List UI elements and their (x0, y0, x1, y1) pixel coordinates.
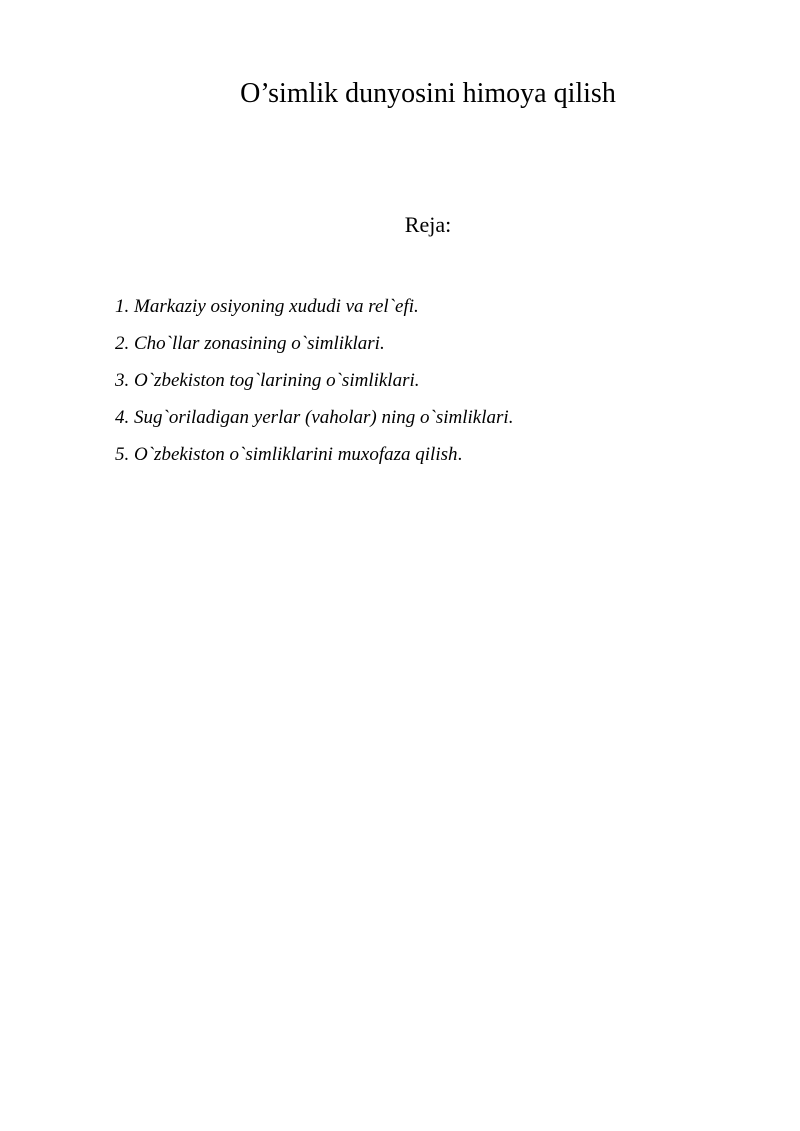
page-title: O’simlik dunyosini himoya qilish (240, 78, 616, 109)
plan-item-text: 1. Markaziy osiyoning xududi va rel`efi. (115, 296, 419, 317)
plan-item-3 (115, 362, 513, 399)
plan-item-1 (115, 288, 513, 325)
plan-heading: Reja: (404, 212, 452, 237)
plan-item-5 (115, 436, 513, 473)
plan-item-text: 5. O`zbekiston o`simliklarini muxofaza qilish (115, 444, 458, 465)
plan-item-text: 4. Sug`oriladigan yerlar (vaholar) ning o`simliklari. (115, 407, 514, 428)
plan-item-text: 2. Cho`llar zonasining o`simliklari. (115, 333, 385, 354)
plan-item-2 (115, 325, 513, 362)
plan-list (115, 288, 513, 473)
plan-item-4 (115, 399, 513, 436)
plan-item-suffix: . (457, 444, 463, 465)
plan-item-text: 3. O`zbekiston tog`larining o`simliklari. (115, 370, 420, 391)
